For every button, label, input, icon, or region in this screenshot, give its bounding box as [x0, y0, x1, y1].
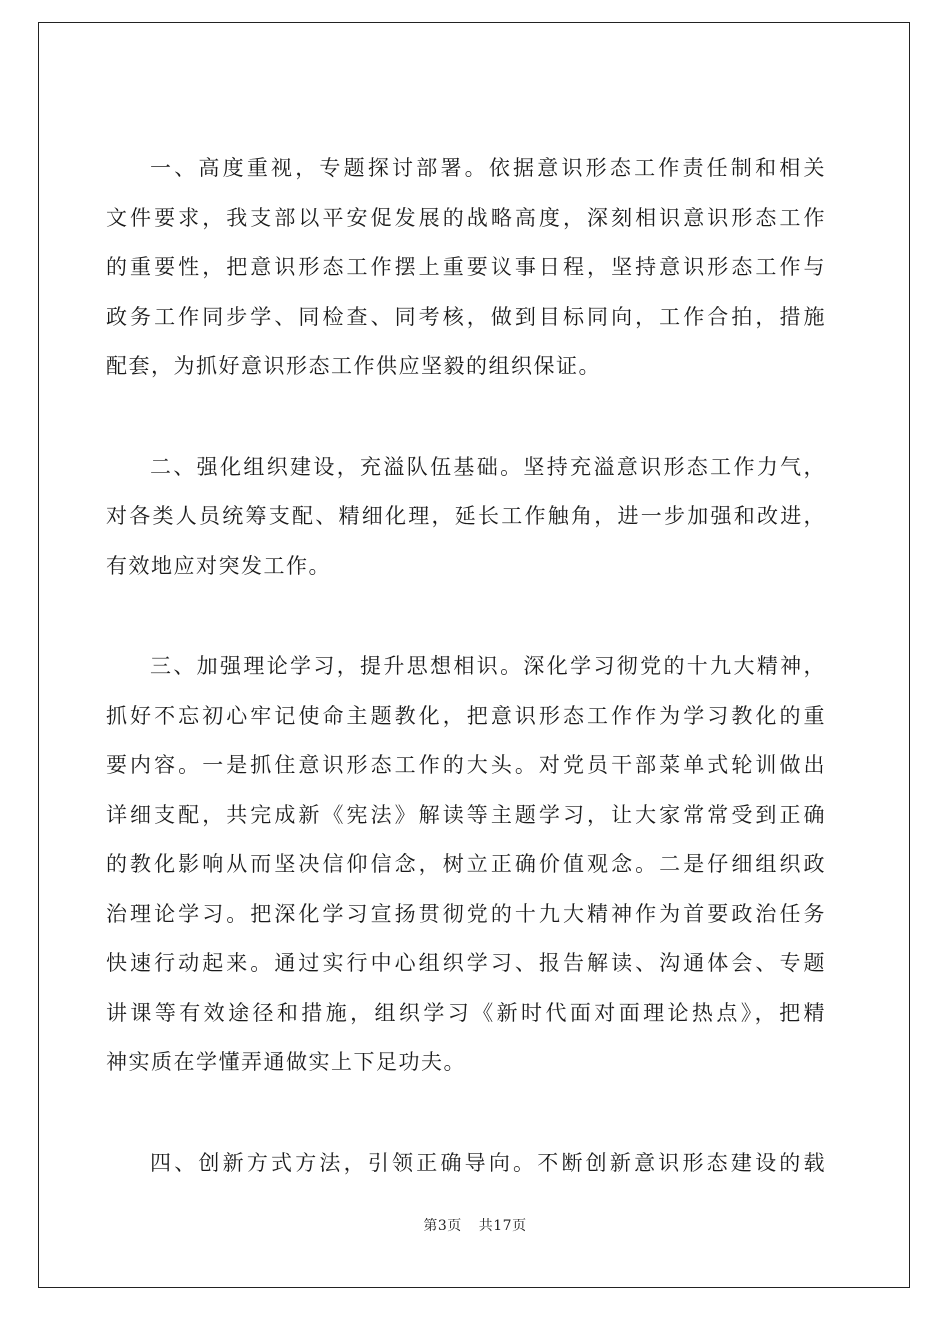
paragraph-line: 的重要性，把意识形态工作摆上重要议事日程，坚持意识形态工作与 — [106, 255, 826, 279]
page-total: 共17页 — [478, 1218, 527, 1234]
paragraph-line: 对各类人员统筹支配、精细化理，延长工作触角，进一步加强和改进， — [106, 504, 826, 528]
page-footer — [0, 1215, 950, 1235]
document-body — [106, 144, 826, 1188]
paragraph-gap — [106, 1088, 826, 1139]
paragraph-line: 神实质在学懂弄通做实上下足功夫。 — [106, 1050, 466, 1074]
paragraph-line: 治理论学习。把深化学习宣扬贯彻党的十九大精神作为首要政治任务 — [106, 901, 826, 926]
paragraph-line: 二、强化组织建设，充溢队伍基础。坚持充溢意识形态工作力气， — [150, 454, 826, 479]
paragraph-line: 四、创新方式方法，引领正确导向。不断创新意识形态建设的载 — [150, 1150, 826, 1175]
paragraph-line: 一、高度重视，专题探讨部署。依据意识形态工作责任制和相关 — [150, 156, 826, 180]
paragraph-3 — [106, 642, 826, 1088]
paragraph-line: 配套，为抓好意识形态工作供应坚毅的组织保证。 — [106, 354, 601, 378]
paragraph-line: 政务工作同步学、同检查、同考核，做到目标同向，工作合拍，措施 — [106, 304, 826, 329]
paragraph-line: 讲课等有效途径和措施，组织学习《新时代面对面理论热点》，把精 — [106, 1000, 826, 1025]
paragraph-line: 详细支配，共完成新《宪法》解读等主题学习，让大家常常受到正确 — [106, 802, 826, 827]
paragraph-line: 文件要求，我支部以平安促发展的战略高度，深刻相识意识形态工作 — [106, 205, 826, 230]
paragraph-gap — [106, 392, 826, 443]
paragraph-2 — [106, 443, 826, 592]
paragraph-4 — [106, 1139, 826, 1189]
paragraph-line: 抓好不忘初心牢记使命主题教化，把意识形态工作作为学习教化的重 — [106, 703, 826, 728]
page-number: 第3页 — [423, 1218, 462, 1234]
paragraph-line: 快速行动起来。通过实行中心组织学习、报告解读、沟通体会、专题 — [106, 951, 826, 975]
paragraph-gap — [106, 591, 826, 642]
paragraph-line: 三、加强理论学习，提升思想相识。深化学习彻党的十九大精神， — [150, 654, 826, 678]
paragraph-line: 有效地应对突发工作。 — [106, 553, 331, 578]
paragraph-line: 要内容。一是抓住意识形态工作的大头。对党员干部菜单式轮训做出 — [106, 753, 826, 777]
paragraph-1 — [106, 144, 826, 392]
paragraph-line: 的教化影响从而坚决信仰信念，树立正确价值观念。二是仔细组织政 — [106, 852, 826, 876]
